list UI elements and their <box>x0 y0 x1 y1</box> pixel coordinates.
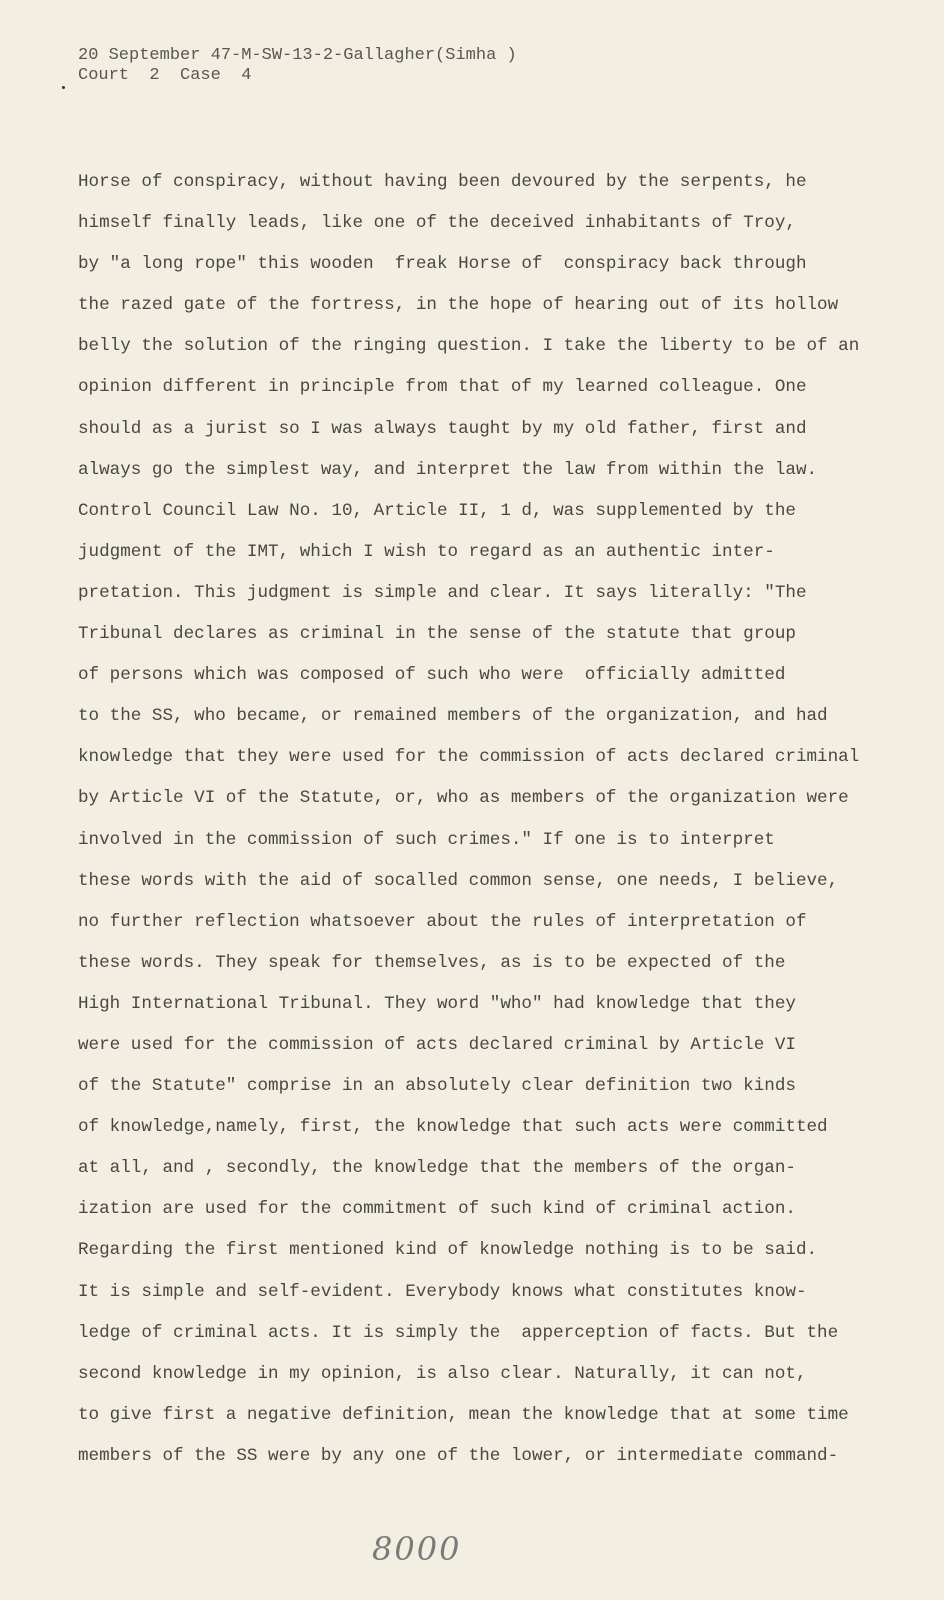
body-line: Horse of conspiracy, without having been devoured by the serpents, he <box>78 172 807 192</box>
body-line: of the Statute" comprise in an absolutely clear definition two kinds <box>78 1076 796 1097</box>
document-header <box>78 46 517 86</box>
body-line: to the SS, who became, or remained members of the organization, and had <box>78 706 828 727</box>
body-line: ization are used for the commitment of such kind of criminal action. <box>78 1199 796 1220</box>
body-line: no further reflection whatsoever about the rules of interpretation of <box>78 911 807 932</box>
body-line: himself finally leads, like one of the deceived inhabitants of Troy, <box>78 213 796 234</box>
body-line: Control Council Law No. 10, Article II, 1 d, was supplemented by the <box>78 500 796 521</box>
body-line: involved in the commission of such crimes." If one is to interpret <box>78 829 775 850</box>
body-line: Tribunal declares as criminal in the sense of the statute that group <box>78 624 796 645</box>
body-line: always go the simplest way, and interpret the law from within the law. <box>78 459 818 480</box>
body-line: at all, and , secondly, the knowledge that the members of the organ- <box>78 1158 796 1179</box>
body-line: these words with the aid of socalled common sense, one needs, I believe, <box>78 870 839 891</box>
body-line: opinion different in principle from that of my learned colleague. One <box>78 377 807 398</box>
header-line-1: 20 September 47-M-SW-13-2-Gallagher(Simha ) <box>78 46 517 65</box>
body-line: ledge of criminal acts. It is simply the apperception of facts. But the <box>78 1322 839 1343</box>
body-line: of knowledge,namely, first, the knowledge that such acts were committed <box>78 1117 828 1138</box>
body-line: by Article VI of the Statute, or, who as members of the organization were <box>78 788 849 809</box>
body-line: the razed gate of the fortress, in the hope of hearing out of its hollow <box>78 295 839 316</box>
ink-dot <box>62 86 65 89</box>
body-line: Regarding the first mentioned kind of knowledge nothing is to be said. <box>78 1240 818 1261</box>
body-line: second knowledge in my opinion, is also clear. Naturally, it can not, <box>78 1363 807 1384</box>
body-line: of persons which was composed of such who were officially admitted <box>78 665 786 686</box>
body-line: belly the solution of the ringing question. I take the liberty to be of an <box>78 336 860 357</box>
body-line: It is simple and self-evident. Everybody knows what constitutes know- <box>78 1281 807 1302</box>
handwritten-page-number: 8000 <box>372 1530 462 1568</box>
body-line: were used for the commission of acts declared criminal by Article VI <box>78 1034 796 1055</box>
body-line: pretation. This judgment is simple and clear. It says literally: "The <box>78 582 807 603</box>
body-line: by "a long rope" this wooden freak Horse of conspiracy back through <box>78 254 807 275</box>
body-line: to give first a negative definition, mean the knowledge that at some time <box>78 1404 849 1425</box>
body-line: judgment of the IMT, which I wish to regard as an authentic inter- <box>78 541 775 562</box>
body-line: High International Tribunal. They word "who" had knowledge that they <box>78 993 796 1014</box>
body-line: should as a jurist so I was always taught by my old father, first and <box>78 418 807 439</box>
header-line-2: Court 2 Case 4 <box>78 66 252 85</box>
body-line: these words. They speak for themselves, as is to be expected of the <box>78 952 786 973</box>
body-line: knowledge that they were used for the commission of acts declared criminal <box>78 747 860 768</box>
document-body <box>78 162 859 1477</box>
body-line: members of the SS were by any one of the lower, or intermediate command- <box>78 1445 839 1466</box>
